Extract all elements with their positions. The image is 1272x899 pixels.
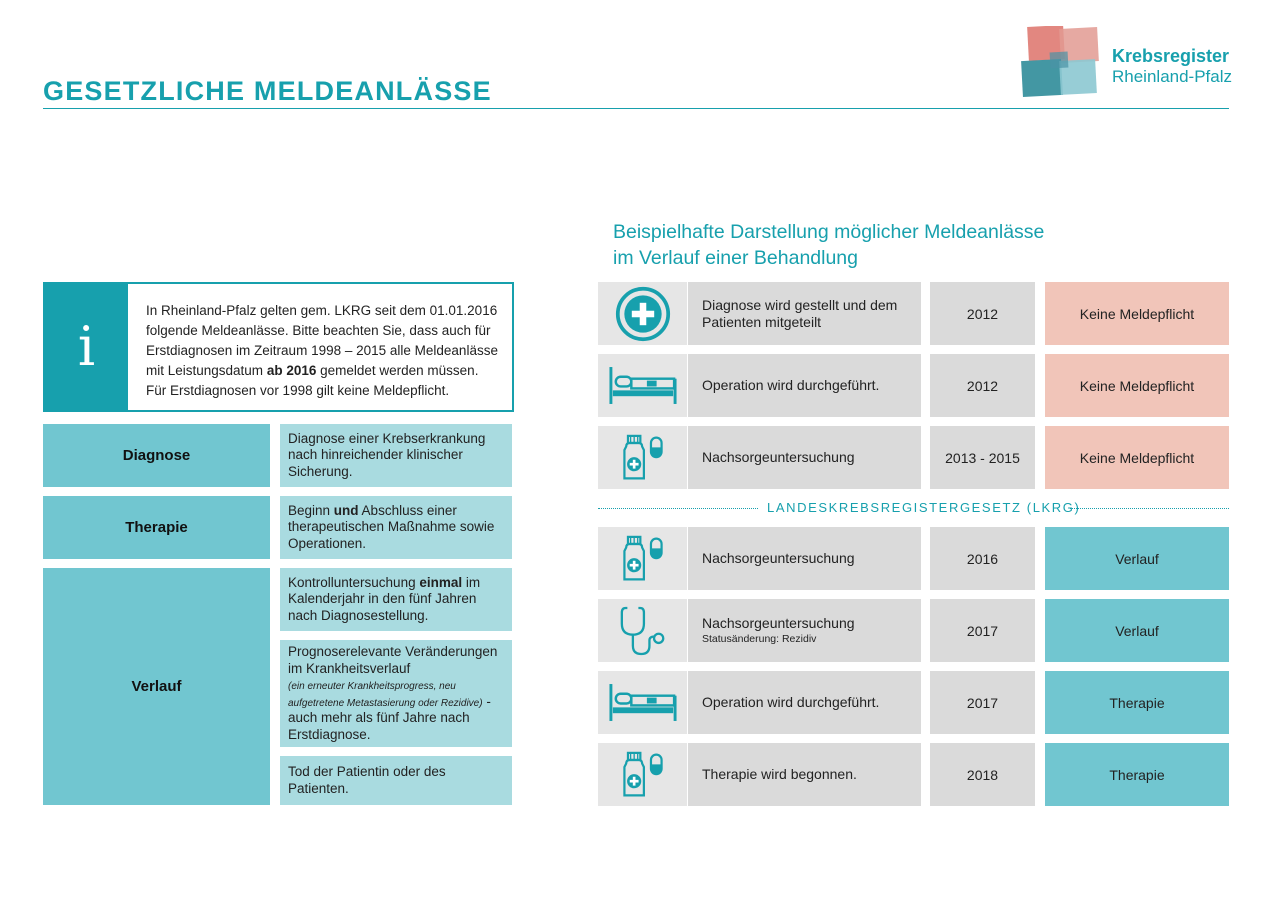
category-diagnose-description <box>280 424 512 487</box>
page-title: GESETZLICHE MELDEANLÄSSE <box>43 76 492 106</box>
event-text: Diagnose wird gestellt und dem Patienten mitgeteilt <box>702 297 898 330</box>
row-status: Keine Meldepflicht <box>1045 282 1229 345</box>
stethoscope-icon <box>620 605 666 657</box>
category-therapie-description <box>280 496 512 559</box>
row-icon-cell <box>598 527 687 590</box>
row-event <box>688 527 921 590</box>
info-text-bold: ab 2016 <box>266 363 317 378</box>
row-event <box>688 743 921 806</box>
description-text: Beginn <box>288 502 334 518</box>
medical-cross-icon <box>615 286 671 342</box>
verlauf-item-prognosis <box>280 640 512 747</box>
description-text: Kontrolluntersuchung <box>288 574 420 590</box>
medicine-bottle-icon <box>620 535 666 583</box>
row-event <box>688 354 921 417</box>
verlauf-item-control <box>280 568 512 631</box>
row-year: 2016 <box>930 527 1035 590</box>
row-event <box>688 671 921 734</box>
krebsregister-logo-icon <box>1020 26 1102 100</box>
category-diagnose: Diagnose <box>43 424 270 487</box>
row-icon-cell <box>598 282 687 345</box>
event-text: Operation wird durchgeführt. <box>702 694 880 711</box>
info-text <box>146 301 506 401</box>
row-status: Verlauf <box>1045 599 1229 662</box>
row-year: 2012 <box>930 282 1035 345</box>
description-text: im Kalenderjahr in den fünf Jahren nach Diagnosestellung. <box>288 574 481 623</box>
row-event <box>688 599 921 662</box>
lkrg-divider-right <box>1070 508 1229 509</box>
subtitle-line: Beispielhafte Darstellung möglicher Meldeanlässe <box>613 221 1045 243</box>
category-therapie: Therapie <box>43 496 270 559</box>
event-text: Nachsorgeuntersuchung <box>702 550 855 567</box>
medicine-bottle-icon <box>620 434 666 482</box>
description-text: Abschluss einer therapeutischen Maßnahme sowie Operationen. <box>288 502 495 551</box>
row-year: 2012 <box>930 354 1035 417</box>
category-verlauf: Verlauf <box>43 568 270 805</box>
description-bold: und <box>333 502 359 518</box>
logo-subtitle: Rheinland-Pfalz <box>1112 67 1233 86</box>
description-text: Prognoserelevante Veränderungen im Krankheitsverlauf <box>288 644 498 676</box>
description-bold: einmal <box>419 574 463 590</box>
lkrg-divider-label: LANDESKREBSREGISTERGESETZ (LKRG) <box>767 500 1081 515</box>
lkrg-divider-left <box>598 508 758 509</box>
row-event <box>688 426 921 489</box>
logo-title: Krebsregister <box>1112 46 1230 66</box>
event-note: Statusänderung: Rezidiv <box>702 632 817 645</box>
event-text: Therapie wird begonnen. <box>702 766 857 783</box>
hospital-bed-icon <box>608 682 678 723</box>
row-year: 2013 - 2015 <box>930 426 1035 489</box>
row-year: 2017 <box>930 671 1035 734</box>
subtitle-line: im Verlauf einer Behandlung <box>613 247 858 269</box>
info-text-part: gemeldet werden müssen. <box>316 363 479 378</box>
event-text: Nachsorgeuntersuchung <box>702 449 855 466</box>
row-status: Therapie <box>1045 743 1229 806</box>
description-text: Tod der Patientin oder des Patienten. <box>288 764 446 796</box>
info-icon: i <box>45 284 128 410</box>
row-icon-cell <box>598 599 687 662</box>
hospital-bed-icon <box>608 365 678 406</box>
timeline-subtitle <box>613 219 1044 271</box>
info-text-no-obligation: Für Erstdiagnosen vor 1998 gilt keine Meldepflicht. <box>146 383 450 398</box>
event-text: Operation wird durchgeführt. <box>702 377 880 394</box>
description-dash: - <box>482 693 491 709</box>
row-status: Keine Meldepflicht <box>1045 426 1229 489</box>
info-text-part: In Rheinland-Pfalz gelten gem. LKRG seit dem 01.01.2016 folgende Meldeanlässe. Bitte beachten Sie, dass auch für Erstdiagnosen im Zeitraum 1998 – 2015 alle Meldeanlässe mit Leistungsdatum <box>146 303 498 378</box>
row-status: Verlauf <box>1045 527 1229 590</box>
event-text: Nachsorgeuntersuchung <box>702 615 855 632</box>
description-text: auch mehr als fünf Jahre nach Erstdiagnose. <box>288 710 470 742</box>
medicine-bottle-icon <box>620 751 666 799</box>
row-year: 2017 <box>930 599 1035 662</box>
info-box <box>43 282 514 412</box>
row-icon-cell <box>598 354 687 417</box>
verlauf-item-death <box>280 756 512 805</box>
row-icon-cell <box>598 671 687 734</box>
row-icon-cell <box>598 743 687 806</box>
row-year: 2018 <box>930 743 1035 806</box>
description-text: Diagnose einer Krebserkrankung nach hinreichender klinischer Sicherung. <box>288 430 486 479</box>
header-divider <box>43 108 1229 109</box>
row-event <box>688 282 921 345</box>
description-small: (ein erneuter Krankheitsprogress, neu aufgetretene Metastasierung oder Rezidive) <box>288 681 483 709</box>
row-status: Keine Meldepflicht <box>1045 354 1229 417</box>
row-icon-cell <box>598 426 687 489</box>
row-status: Therapie <box>1045 671 1229 734</box>
